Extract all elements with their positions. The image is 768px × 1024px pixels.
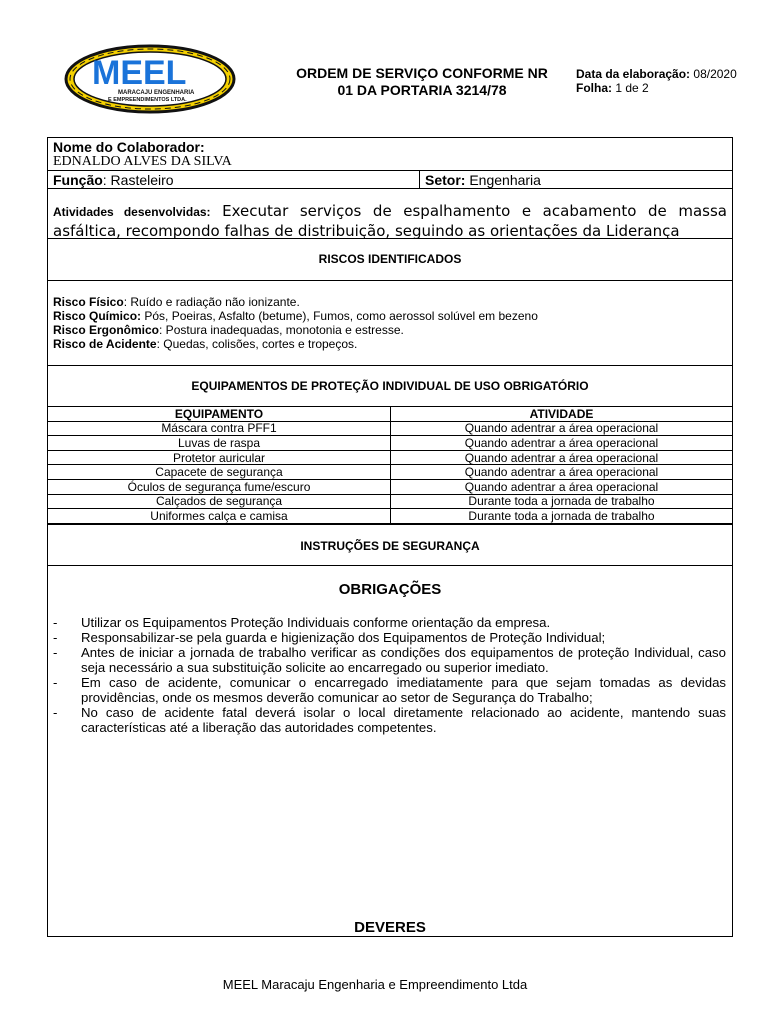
instructions-title-row: [48, 524, 732, 566]
company-logo: [64, 44, 236, 114]
name-value: EDNALDO ALVES DA SILVA: [53, 154, 232, 169]
table-row: [48, 450, 733, 465]
col-equipamento: EQUIPAMENTO: [48, 407, 391, 422]
obligations-title: OBRIGAÇÕES: [338, 581, 442, 598]
column-divider: [419, 171, 420, 188]
risk-text: Pós, Poeiras, Asfalto (betume), Fumos, como aerossol solúvel em bezeno: [141, 309, 538, 323]
setor-label: Setor:: [425, 172, 466, 188]
activities-text: [53, 202, 727, 241]
list-item: [53, 675, 726, 705]
obligation-text: Em caso de acidente, comunicar o encarregado imediatamente para que sejam tomadas as devidas providências, onde os mesmos deverão comunicar ao setor de Segurança do Trabalho;: [81, 675, 726, 705]
equipamento-cell: Máscara contra PFF1: [48, 421, 391, 436]
title-line-1: ORDEM DE SERVIÇO CONFORME NR: [296, 65, 548, 81]
atividade-cell: Quando adentrar a área operacional: [391, 421, 733, 436]
risks-content-row: [48, 281, 732, 366]
obligation-text: Antes de iniciar a jornada de trabalho verificar as condições dos equipamentos de proteção Individual, caso seja necessário a sua substituição solicite ao encarregado ou superior imediato.: [81, 645, 726, 675]
risk-text: : Quedas, colisões, cortes e tropeços.: [156, 337, 358, 351]
risk-label: Risco Ergonômico: [53, 323, 160, 337]
risks-list: [53, 295, 538, 351]
table-row: [48, 479, 733, 494]
duties-title: DEVERES: [354, 919, 426, 936]
list-item: [53, 615, 726, 630]
risk-text: : Ruído e radiação não ionizante.: [123, 295, 300, 309]
table-row: [48, 436, 733, 451]
atividade-cell: Quando adentrar a área operacional: [391, 450, 733, 465]
epi-header-row: [48, 407, 733, 422]
date-label: Data da elaboração:: [576, 67, 691, 81]
equipamento-cell: Luvas de raspa: [48, 436, 391, 451]
list-item: [53, 645, 726, 675]
sheet-label: Folha:: [576, 81, 612, 95]
equipamento-cell: Óculos de segurança fume/escuro: [48, 479, 391, 494]
epi-section: [48, 366, 732, 525]
obligation-text: Utilizar os Equipamentos Proteção Individuais conforme orientação da empresa.: [81, 615, 551, 630]
equipamento-cell: Capacete de segurança: [48, 465, 391, 480]
name-label: Nome do Colaborador:: [53, 139, 205, 155]
risk-item: [53, 337, 538, 351]
epi-table: [47, 406, 733, 524]
document-title: [262, 65, 582, 99]
risks-title-row: [48, 239, 732, 281]
epi-title: EQUIPAMENTOS DE PROTEÇÃO INDIVIDUAL DE USO OBRIGATÓRIO: [191, 379, 589, 393]
obligations-list: [53, 615, 726, 735]
list-item: [53, 705, 726, 735]
document-meta: [576, 67, 737, 95]
date-row: [576, 67, 737, 81]
setor-value: Engenharia: [465, 172, 541, 188]
col-atividade: ATIVIDADE: [391, 407, 733, 422]
title-line-2: 01 DA PORTARIA 3214/78: [337, 82, 507, 98]
risk-item: [53, 323, 538, 337]
risk-label: Risco de Acidente: [53, 337, 157, 351]
risk-text: : Postura inadequadas, monotonia e estresse.: [159, 323, 404, 337]
activities-description: Executar serviços de espalhamento e acabamento de massa asfáltica, recompondo falhas de distribuição, seguindo as orientações da Liderança: [53, 202, 727, 240]
logo-subtext-1: MARACAJU ENGENHARIA: [118, 90, 195, 96]
date-value: 08/2020: [693, 67, 737, 81]
atividade-cell: Quando adentrar a área operacional: [391, 436, 733, 451]
logo-subtext-2: E EMPREENDIMENTOS LTDA.: [108, 97, 187, 103]
table-row: [48, 465, 733, 480]
atividade-cell: Quando adentrar a área operacional: [391, 479, 733, 494]
risk-label: Risco Físico: [53, 295, 124, 309]
obligations-section: [48, 566, 732, 936]
obligation-text: Responsabilizar-se pela guarda e higienização dos Equipamentos de Proteção Individual;: [81, 630, 606, 645]
bullet-dash: -: [53, 615, 58, 630]
instructions-title: INSTRUÇÕES DE SEGURANÇA: [300, 539, 480, 553]
equipamento-cell: Protetor auricular: [48, 450, 391, 465]
atividade-cell: Durante toda a jornada de trabalho: [391, 509, 733, 524]
bullet-dash: -: [53, 630, 58, 645]
setor-field: [425, 172, 541, 188]
logo-graphic: [64, 44, 236, 114]
form-frame: [47, 137, 733, 937]
obligation-text: No caso de acidente fatal deverá isolar o local diretamente relacionado ao acidente, mantendo suas características até a liberação das autoridades competentes.: [81, 705, 726, 735]
risk-label: Risco Químico:: [53, 309, 142, 323]
atividade-cell: Durante toda a jornada de trabalho: [391, 494, 733, 509]
funcao-field: [53, 172, 174, 188]
atividade-cell: Quando adentrar a área operacional: [391, 465, 733, 480]
bullet-dash: -: [53, 705, 58, 720]
risk-item: [53, 309, 538, 323]
list-item: [53, 630, 726, 645]
page-footer: MEEL Maracaju Engenharia e Empreendimento Ltda: [222, 977, 528, 992]
funcao-label: Função: [53, 172, 103, 188]
funcao-value: : Rasteleiro: [102, 172, 174, 188]
table-row: [48, 494, 733, 509]
bullet-dash: -: [53, 675, 58, 690]
bullet-dash: -: [53, 645, 58, 660]
equipamento-cell: Calçados de segurança: [48, 494, 391, 509]
sheet-value: 1 de 2: [615, 81, 649, 95]
name-row: [48, 138, 732, 171]
logo-text: MEEL: [92, 54, 187, 92]
sheet-row: [576, 81, 737, 95]
function-row: [48, 171, 732, 189]
risk-item: [53, 295, 538, 309]
activities-row: [48, 189, 732, 239]
risks-title: RISCOS IDENTIFICADOS: [318, 252, 462, 266]
table-row: [48, 421, 733, 436]
activities-label: Atividades desenvolvidas:: [53, 205, 211, 219]
table-row: [48, 509, 733, 524]
equipamento-cell: Uniformes calça e camisa: [48, 509, 391, 524]
